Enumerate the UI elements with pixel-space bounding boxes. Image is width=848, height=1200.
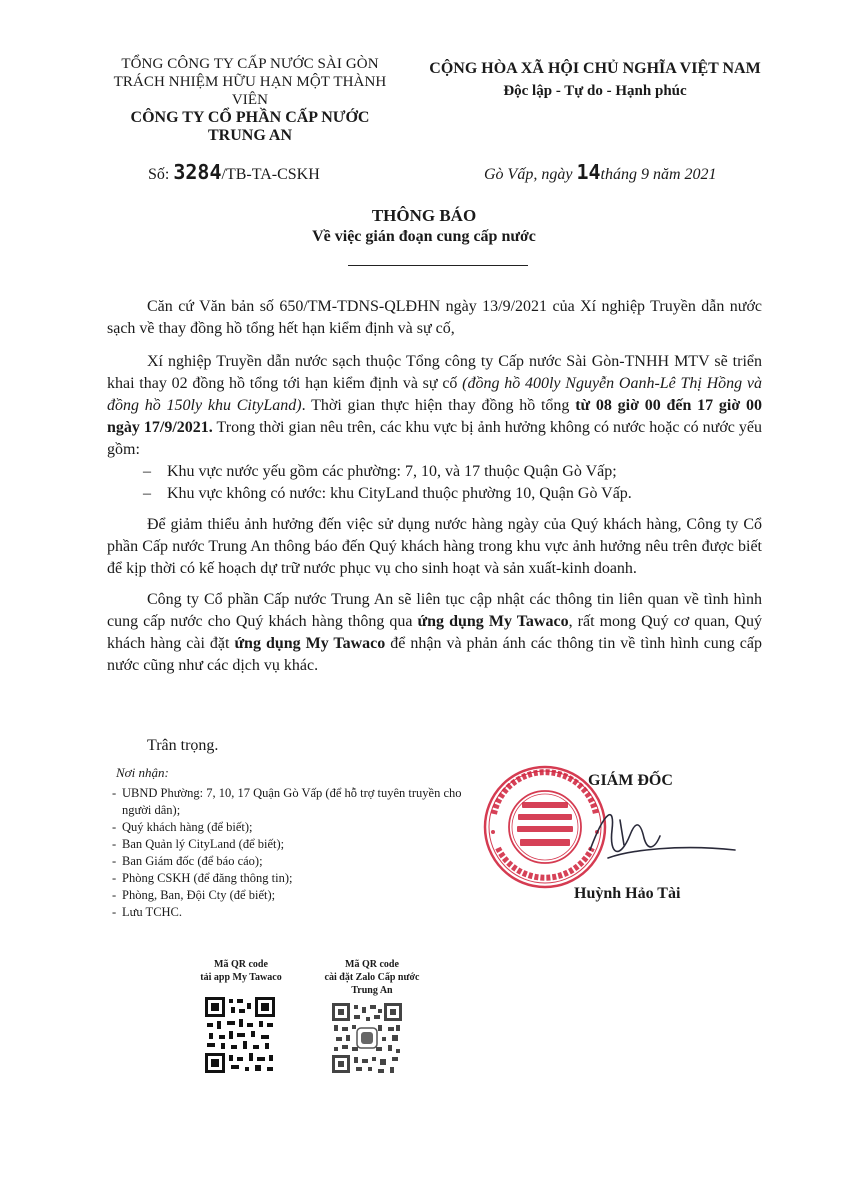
document-number-value: 3284 xyxy=(173,160,222,184)
issuer-header xyxy=(100,55,400,145)
document-subtitle: Về việc gián đoạn cung cấp nước xyxy=(312,228,536,245)
recipient-item: - Phòng CSKH (để đăng thông tin); xyxy=(108,870,488,887)
document-title: THÔNG BÁO xyxy=(371,206,477,225)
paragraph-schedule: Xí nghiệp Truyền dẫn nước sạch thuộc Tổng công ty Cấp nước Sài Gòn-TNHH MTV sẽ triển khai thay 02 đồng hồ tổng tới hạn kiểm định và sự cố (đồng hồ 400ly Nguyễn Oanh-Lê Thị Hồng và đồng hồ 150ly khu CityLand). Thời gian thực hiện thay đồng hồ tổng từ 08 giờ 00 đến 17 giờ 00 ngày 17/9/2021. Trong thời gian nêu trên, các khu vực bị ảnh hưởng không có nước hoặc có nước yếu gồm: xyxy=(107,353,762,458)
recipient-item: - Phòng, Ban, Đội Cty (để biết); xyxy=(108,887,488,904)
issuer-parent-line2: TRÁCH NHIỆM HỮU HẠN MỘT THÀNH VIÊN xyxy=(113,74,387,108)
document-number-suffix: /TB-TA-CSKH xyxy=(221,166,320,183)
paragraph-advice: Để giảm thiểu ảnh hưởng đến việc sử dụng nước hàng ngày của Quý khách hàng, Công ty Cổ phần Cấp nước Trung An thông báo đến Quý khách hàng trong khu vực ảnh hưởng nêu trên được biết để kịp thời có kế hoạch dự trữ nước phục vụ cho sinh hoạt và sản xuất-kinh doanh. xyxy=(107,516,762,577)
affected-area-item: – Khu vực không có nước: khu CityLand thuộc phường 10, Quận Gò Vấp. xyxy=(107,483,762,505)
recipient-item: - UBND Phường: 7, 10, 17 Quận Gò Vấp (để hỗ trợ tuyên truyền cho người dân); xyxy=(108,785,482,819)
paragraph-app: Công ty Cổ phần Cấp nước Trung An sẽ liên tục cập nhật các thông tin liên quan về tình hình cung cấp nước cho Quý khách hàng thông qua ứng dụng My Tawaco, rất mong Quý cơ quan, Quý khách hàng cài đặt ứng dụng My Tawaco để nhận và phản ánh các thông tin về tình hình cung cấp nước cũng như các dịch vụ khác. xyxy=(107,591,762,674)
issuer-company-line1: CÔNG TY CỔ PHẦN CẤP NƯỚC xyxy=(130,109,370,126)
recipient-item: - Ban Giám đốc (để báo cáo); xyxy=(108,853,488,870)
document-body xyxy=(107,296,762,677)
qr-caption-app: Mã QR code tải app My Tawaco xyxy=(200,959,282,983)
meter-details: (đồng hồ 400ly Nguyễn Oanh-Lê Thị Hồng và đồng hồ 150ly khu CityLand) xyxy=(107,375,762,414)
document-number-prefix: Số: xyxy=(148,166,174,183)
date-suffix: tháng 9 năm 2021 xyxy=(600,166,717,183)
issuer-parent-line1: TỔNG CÔNG TY CẤP NƯỚC SÀI GÒN xyxy=(121,56,379,72)
qr-code-app-download xyxy=(205,997,275,1073)
title-underline xyxy=(348,265,528,266)
outage-time: từ 08 giờ 00 đến 17 giờ 00 ngày 17/9/2021. xyxy=(107,397,762,436)
recipient-item: - Quý khách hàng (để biết); xyxy=(108,819,488,836)
date-prefix: Gò Vấp, ngày xyxy=(484,166,577,183)
closing-text: Trân trọng. xyxy=(147,737,219,754)
signer-title: GIÁM ĐỐC xyxy=(588,772,673,789)
document-date xyxy=(484,160,717,184)
affected-area-item: – Khu vực nước yếu gồm các phường: 7, 10, và 17 thuộc Quận Gò Vấp; xyxy=(107,461,762,483)
signature xyxy=(560,800,740,870)
paragraph-basis: Căn cứ Văn bản số 650/TM-TDNS-QLĐHN ngày 13/9/2021 của Xí nghiệp Truyền dẫn nước sạch về thay đồng hồ tổng hết hạn kiểm định và sự cố, xyxy=(107,298,762,337)
national-header xyxy=(410,58,780,102)
national-motto: Độc lập - Tự do - Hạnh phúc xyxy=(503,83,687,99)
recipients-list xyxy=(108,785,488,921)
national-title: CỘNG HÒA XÃ HỘI CHỦ NGHĨA VIỆT NAM xyxy=(429,60,761,77)
recipient-item: - Lưu TCHC. xyxy=(108,904,488,921)
date-day: 14 xyxy=(576,160,601,184)
qr-caption-zalo: Mã QR code cài đặt Zalo Cấp nước Trung An xyxy=(324,959,420,996)
document-number xyxy=(148,160,320,184)
recipient-item: - Ban Quản lý CityLand (để biết); xyxy=(108,836,488,853)
issuer-company-line2: TRUNG AN xyxy=(207,127,292,144)
qr-code-zalo xyxy=(332,1003,402,1073)
signer-name: Huỳnh Hảo Tài xyxy=(574,885,681,902)
recipients-label: Nơi nhận: xyxy=(116,765,169,780)
